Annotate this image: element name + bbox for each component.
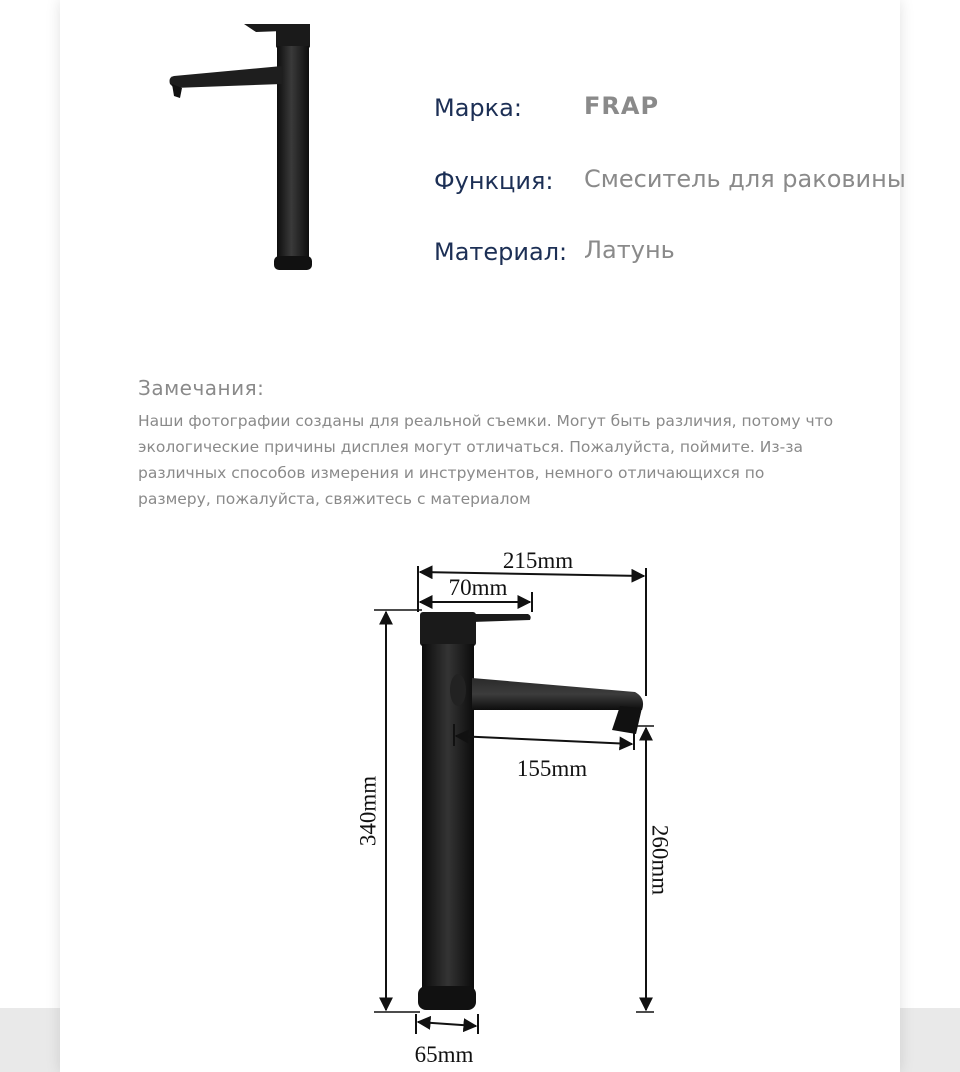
spout-reach-line [456,736,632,744]
background-band-left [0,1008,60,1072]
spout-height-label: 260mm [647,824,673,896]
width-total-label: 215mm [502,548,574,573]
notes-text: Наши фотографии созданы для реальной съемки. Могут быть различия, потому что экологические причины дисплея могут отличаться. Пожалуйста, поймите. Из-за различных способов измерения и инструментов, немного отличающихся по размеру, пожалуйста, свяжитесь с материалом [138,412,834,508]
material-label: Материал: [434,238,568,266]
dimension-drawing [60,540,900,1072]
brand-value: FRAP [584,92,660,120]
notes-title: Замечания: [138,376,265,400]
material-value: Латунь [584,236,675,264]
brand-label: Марка: [434,94,522,122]
base-diameter-line [418,1022,476,1026]
product-card [60,0,906,1072]
function-label: Функция: [434,167,554,195]
background-band-right [900,1008,960,1072]
function-value: Смеситель для раковины [584,165,906,193]
spout-reach-label: 155mm [516,756,588,781]
base-diameter-label: 65mm [414,1042,474,1067]
total-height-label: 340mm [355,775,381,847]
handle-length-label: 70mm [448,575,508,600]
faucet-thumbnail-image [160,18,330,278]
faucet-drawing [418,612,643,1010]
